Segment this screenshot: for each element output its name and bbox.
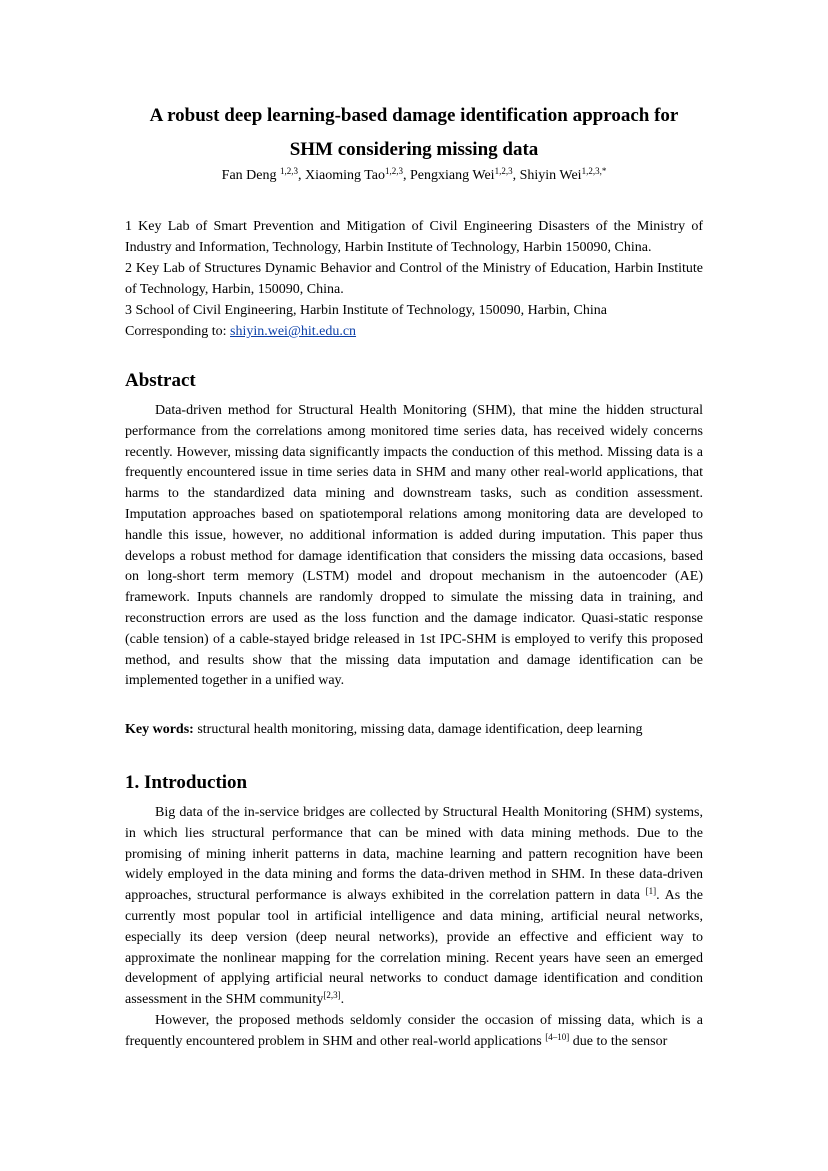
introduction-paragraph-2: However, the proposed methods seldomly consider the occasion of missing data, which is a frequently encountered problem in SHM and other real-world applications [4–10] due to the sensor	[125, 1012, 703, 1049]
title-line-2: SHM considering missing data	[289, 139, 539, 160]
keywords-label: Key words:	[125, 722, 194, 737]
citation: [1]	[645, 886, 657, 897]
title-line-1: A robust deep learning-based damage identification approach for	[149, 105, 679, 126]
author-list: Fan Deng $^{1,2,3}$, Xiaoming Tao$^{1,2,3}$, Pengxiang Wei$^{1,2,3}$, Shiyin Wei$^{1,2,3,*}$	[221, 166, 607, 183]
abstract-heading: Abstract	[125, 370, 196, 391]
affiliation-3: 3 School of Civil Engineering, Harbin Institute of Technology, 150090, Harbin, China	[125, 303, 607, 318]
introduction-heading: 1. Introduction	[125, 772, 248, 793]
introduction-paragraph-1: Big data of the in-service bridges are collected by Structural Health Monitoring (SHM) systems, in which lies structural performance that can be mined with data mining methods. Due to the promising of mining inherit patterns in data, machine learning and pattern recognition have been widely employed in the data mining and forms the data-driven method in SHM. In these data-driven approaches, structural performance is always exhibited in the correlation pattern in data [1]. As the currently most popular tool in artificial intelligence and data mining, artificial neural networks, especially its deep version (deep neural networks), provide an effective and efficient way to approximate the nonlinear mapping for the correlation mining. Recent years have seen an emerged development of applying artificial neural networks to conduct damage identification and condition assessment in the SHM community[2,3].	[125, 805, 703, 1008]
author-affiliation-mark: 1,2,3	[385, 166, 404, 176]
abstract-body	[125, 401, 703, 692]
author-name: Fan Deng	[221, 168, 280, 183]
author-affiliation-mark: 1,2,3,*	[581, 166, 607, 176]
author-name: Pengxiang Wei	[410, 168, 495, 183]
corresponding-email-link[interactable]: shiyin.wei@hit.edu.cn	[230, 324, 357, 339]
citation: [4–10]	[545, 1031, 570, 1042]
author-name: Xiaoming Tao	[304, 168, 386, 183]
affiliation-2: 2 Key Lab of Structures Dynamic Behavior and Control of the Ministry of Education, Harbin Institute of Technology, Harbin, 150090, China.	[125, 261, 703, 297]
paper-title	[100, 99, 728, 167]
affiliation-1: 1 Key Lab of Smart Prevention and Mitigation of Civil Engineering Disasters of the Ministry of Industry and Information, Technology, Harbin Institute of Technology, Harbin 150090, China.	[125, 219, 703, 255]
author-name: Shiyin Wei	[519, 168, 582, 183]
author-affiliation-mark: 1,2,3	[494, 166, 513, 176]
citation: [2,3]	[323, 990, 341, 1001]
keywords-text: structural health monitoring, missing data, damage identification, deep learning	[193, 722, 643, 737]
keywords	[125, 720, 703, 740]
introduction-body	[125, 803, 703, 1053]
affiliations	[125, 216, 703, 342]
corresponding-author: Corresponding to: shiyin.wei@hit.edu.cn	[125, 324, 357, 339]
author-affiliation-mark: 1,2,3	[279, 166, 298, 176]
abstract-paragraph: Data-driven method for Structural Health Monitoring (SHM), that mine the hidden structural performance from the correlations among monitored time series data, has received widely concerns recently. However, missing data significantly impacts the conduction of this method. Missing data is a frequently encountered issue in time series data in SHM and many other real-world applications, that harms to the standardized data mining and downstream tasks, such as condition assessment. Imputation approaches based on spatiotemporal relations among monitoring data are developed to handle this issue, however, no additional information is added during imputation. This paper thus develops a robust method for damage identification that considers the missing data occasions, based on long-short term memory (LSTM) model and dropout mechanism in the autoencoder (AE) framework. Inputs channels are randomly dropped to simulate the missing data in training, and reconstruction errors are used as the loss function and the damage indicator. Quasi-static response (cable tension) of a cable-stayed bridge released in 1st IPC-SHM is employed to verify this proposed method, and results show that the missing data imputation and damage identification can be implemented together in a unified way.	[125, 403, 703, 689]
